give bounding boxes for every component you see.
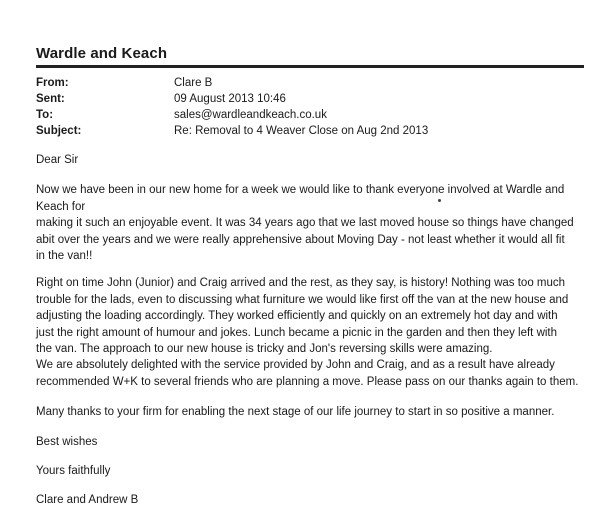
sent-value: 09 August 2013 10:46 — [174, 93, 286, 105]
closing-best-wishes: Best wishes — [36, 436, 98, 448]
from-value: Clare B — [174, 77, 213, 89]
signature: Clare and Andrew B — [36, 494, 139, 506]
paragraph-2 — [36, 275, 584, 358]
paragraph-3-line: We are absolutely delighted with the service provided by John and Craig, and as a result have already — [36, 359, 555, 371]
paragraph-2-line: trouble for the lads, even to discussing what furniture we would like first off the van at the new house and — [36, 293, 569, 306]
header-divider — [36, 65, 584, 68]
from-label: From: — [36, 77, 69, 89]
salutation: Dear Sir — [36, 154, 79, 166]
paragraph-1-line: abit over the years and we were really apprehensive about Moving Day - not least whether it would all fit — [36, 233, 565, 246]
paragraph-2-line: adjusting the loading accordingly. They worked efficiently and quickly on an extremely hot day and with — [36, 310, 558, 322]
paragraph-3 — [36, 357, 584, 390]
paragraph-4: Many thanks to your firm for enabling the next stage of our life journey to start in so positive a manner. — [36, 406, 555, 418]
organization-title: Wardle and Keach — [36, 45, 168, 62]
subject-label: Subject: — [36, 125, 82, 137]
paragraph-2-line: the van. The approach to our new house is tricky and Jon's reversing skills were amazing. — [36, 343, 493, 355]
paragraph-1-line: in the van!! — [36, 250, 93, 262]
sent-label: Sent: — [36, 93, 65, 105]
paragraph-2-line: just the right amount of humour and jokes. Lunch became a picnic in the garden and then they left with — [36, 326, 558, 339]
paragraph-1 — [36, 182, 584, 265]
paragraph-3-line: recommended W+K to several friends who are planning a move. Please pass on our thanks again to them. — [36, 375, 579, 388]
subject-value: Re: Removal to 4 Weaver Close on Aug 2nd 2013 — [174, 125, 429, 137]
closing-yours-faithfully: Yours faithfully — [36, 465, 111, 477]
paragraph-1-line: Now we have been in our new home for a week we would like to thank everyone involved at Wardle and — [36, 184, 565, 196]
paragraph-2-line: Right on time John (Junior) and Craig arrived and the rest, as they say, is history! Nothing was too much — [36, 277, 566, 289]
paragraph-1-line: making it such an enjoyable event. It was 34 years ago that we last moved house so things have changed — [36, 217, 574, 229]
to-value: sales@wardleandkeach.co.uk — [174, 109, 327, 121]
paragraph-1-line: Keach for — [36, 200, 86, 213]
to-label: To: — [36, 109, 54, 121]
stray-mark — [438, 199, 441, 202]
